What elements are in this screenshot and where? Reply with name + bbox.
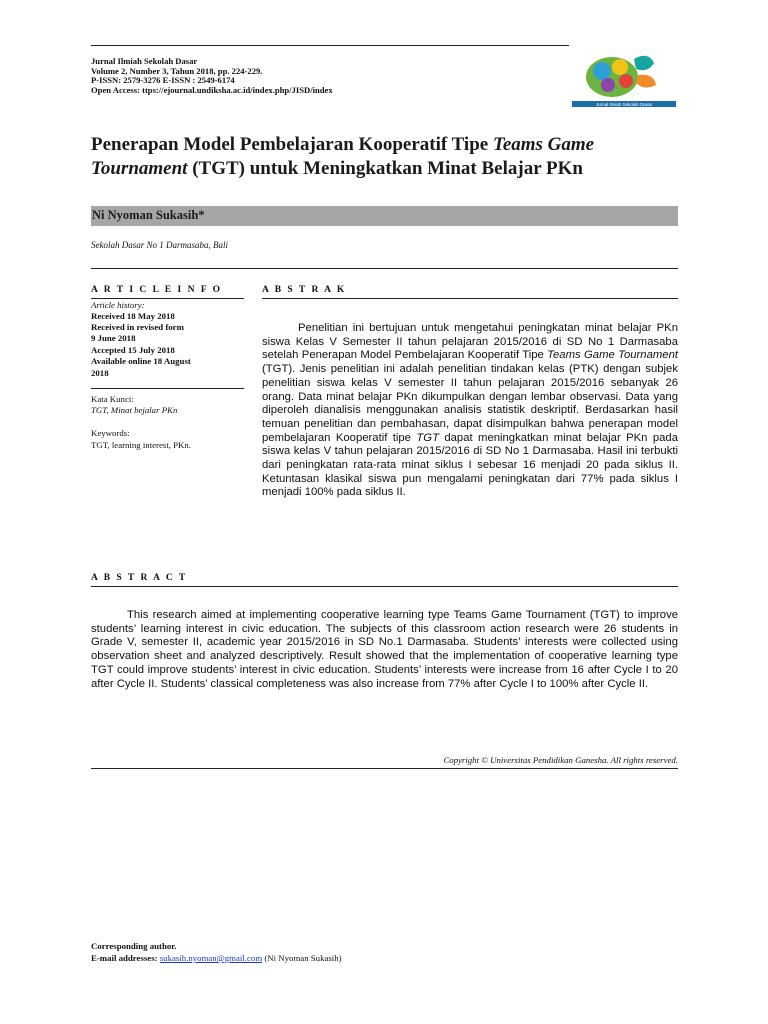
abstrak-text-2: Teams Game Tournament	[547, 349, 678, 362]
abstrak-heading: A B S T R A K	[262, 285, 347, 295]
title-part3: (TGT) untuk Meningkatkan Minat Belajar PKn	[187, 158, 583, 179]
paper-title	[91, 133, 691, 181]
article-history-label: Article history:	[91, 300, 145, 310]
article-info-rule	[91, 298, 244, 299]
abstrak-rule	[262, 298, 678, 299]
journal-logo	[568, 41, 678, 111]
journal-open-access: Open Access: ttps://ejournal.undiksha.ac.id/index.php/JISD/index	[91, 85, 333, 95]
abstrak-text-1: Penelitian ini bertujuan untuk mengetahui peningkatan minat belajar PKn siswa Kelas V Semester II tahun pelajaran 2015/2016 di SD No 1 Darmasaba setelah Penerapan Model Pembelajaran Kooperatif Tipe	[262, 322, 678, 362]
email-label: E-mail addresses:	[91, 953, 160, 963]
corresponding-author: Corresponding author.	[91, 941, 177, 951]
kata-kunci-label: Kata Kunci:	[91, 394, 134, 404]
available-label: Available online 18 August	[91, 356, 191, 366]
kata-kunci-rule	[91, 388, 244, 389]
keywords-value: TGT, learning interest, PKn.	[91, 440, 191, 450]
copyright-notice: Copyright © Universitas Pendidikan Ganesha. All rights reserved.	[443, 755, 678, 765]
received-date: Received 18 May 2018	[91, 311, 175, 321]
email-owner: (Ni Nyoman Sukasih)	[262, 953, 342, 963]
title-part1: Penerapan Model Pembelajaran Kooperatif Tipe	[91, 134, 493, 155]
abstract-heading: A B S T R A C T	[91, 573, 188, 583]
journal-logo-icon	[568, 41, 678, 111]
author-name: Ni Nyoman Sukasih*	[92, 208, 205, 222]
keywords-label: Keywords:	[91, 428, 130, 438]
info-top-rule	[91, 268, 678, 269]
abstract-body: This research aimed at implementing cooperative learning type Teams Game Tournament (TGT) to improve students’ learning interest in civic education. The subjects of this classroom action research were 26 students in Grade V, semester II, academic year 2015/2016 in SD No.1 Darmasaba. Students’ interests were collected using observation sheet and analyzed descriptively. Result showed that the implementation of cooperative learning type TGT could improve students’ interest in civic education. Students’ interests were increase from 16 after Cycle I to 20 after Cycle II. Students’ classical completeness was also increase from 77% after Cycle I to 100% after Cycle II.	[91, 609, 678, 690]
available-year: 2018	[91, 368, 109, 378]
abstrak-text-5: dapat meningkatkan minat belajar PKn pada siswa kelas V tahun pelajaran 2015/2016 di SD No 1 Darmasaba. Hasil ini terbukti dari peningkatan rata-rata minat siklus I sebesar 16 menjadi 20 pada siklus II. Ketuntasan klasikal siswa pun mengalami peningkatan dari 77% pada siklus I menjadi 100% pada siklus II.	[262, 431, 678, 499]
abstrak-text-4: TGT	[416, 431, 439, 444]
logo-caption: Jurnal Ilmiah Sekolah Dasar	[595, 102, 653, 107]
journal-volume: Volume 2, Number 3, Tahun 2018, pp. 224-229.	[91, 66, 263, 76]
revised-label: Received in revised form	[91, 322, 184, 332]
author-bar	[91, 206, 678, 226]
header-top-rule	[91, 45, 569, 46]
abstrak-text-3: (TGT). Jenis penelitian ini adalah penelitian tindakan kelas (PTK) dengan subjek penelitian siswa kelas V semester II tahun pelajaran 2015/2016 sebanyak 26 orang. Data minat belajar PKn dikumpulkan dengan lembar observasi. Data yang diperoleh dianalisis menggunakan analisis statistik deskriptif. Berdasarkan hasil temuan penelitian dan pembahasan, dapat disimpulkan bahwa penerapan model pembelajaran Kooperatif tipe	[262, 363, 678, 444]
abstract-rule	[91, 586, 678, 587]
email-line	[91, 953, 342, 963]
author-affiliation: Sekolah Dasar No 1 Darmasaba, Bali	[91, 240, 228, 250]
accepted-date: Accepted 15 July 2018	[91, 345, 175, 355]
kata-kunci-value: TGT, Minat bejalar PKn	[91, 405, 178, 415]
revised-date: 9 June 2018	[91, 333, 136, 343]
email-link[interactable]: sukasih.nyoman@gmail.com	[159, 953, 263, 963]
title-part2: Teams Game Tournament	[91, 134, 595, 179]
journal-name: Jurnal Ilmiah Sekolah Dasar	[91, 56, 198, 66]
abstrak-body	[262, 322, 678, 500]
journal-issn: P-ISSN: 2579-3276 E-ISSN : 2549-6174	[91, 75, 235, 85]
copyright-rule	[91, 768, 678, 769]
article-info-heading: A R T I C L E I N F O	[91, 285, 223, 295]
